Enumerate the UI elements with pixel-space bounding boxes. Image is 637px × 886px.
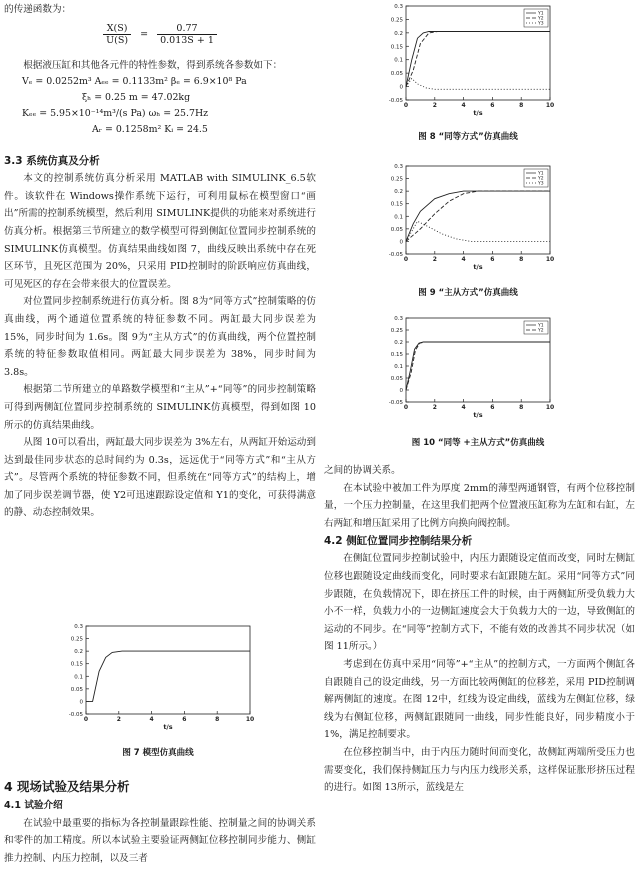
figure-9-caption: 图 9 “主从方式”仿真曲线 <box>418 288 518 298</box>
x-tick-label: 0 <box>83 716 89 723</box>
right-column <box>324 462 635 797</box>
y-tick-label: 0.1 <box>74 674 83 681</box>
section-4-1-title: 4.1 试验介绍 <box>4 800 63 811</box>
tf-rhs-num: 0.77 <box>157 23 217 35</box>
x-tick-label: 8 <box>519 404 524 411</box>
x-axis-label: t/s <box>473 263 483 271</box>
x-tick-label: 10 <box>545 102 555 109</box>
series-line <box>406 342 550 390</box>
section-3-3-title: 3.3 系统仿真及分析 <box>4 155 100 168</box>
paragraph: 之间的协调关系。 <box>324 465 401 476</box>
x-tick-label: 2 <box>116 716 121 723</box>
x-tick-label: 0 <box>403 256 409 263</box>
x-tick-label: 8 <box>519 256 524 263</box>
series-line <box>86 651 250 701</box>
tf-rhs <box>157 23 217 46</box>
y-tick-label: 0.3 <box>74 624 83 630</box>
y-tick-label: -0.05 <box>68 712 83 718</box>
y-tick-label: 0.1 <box>394 364 403 370</box>
tf-rhs-den: 0.013S + 1 <box>160 34 214 46</box>
x-axis-label: t/s <box>473 411 483 419</box>
y-tick-label: 0.3 <box>394 4 403 10</box>
series-line <box>406 32 550 87</box>
figure-7 <box>58 620 258 758</box>
x-axis-label: t/s <box>163 723 173 731</box>
x-tick-label: 6 <box>182 716 187 723</box>
x-tick-label: 4 <box>149 716 154 723</box>
param-line: ξₕ = 0.25 m = 47.02kg <box>82 92 191 104</box>
paragraph: 对位置同步控制系统进行仿真分析。图 8为“同等方式”控制策略的仿真曲线，两个通道位置系统的特征参数不同。两缸最大同步误差为 15%，同步时间为 1.6s。图 9为“主从方式”的仿真曲线，两个位置控制系统的特征参数取值相同。两缸最大同步误差为 38%，同步时间为 3.8s。 <box>4 296 316 378</box>
y-tick-label: 0.3 <box>394 164 403 170</box>
paragraph: 在本试验中被加工件为厚度 2mm的薄型两通钢管，有两个位移控制量，一个压力控制量，在这里我们把两个位置液压缸称为左缸和右缸，左右两缸和增压缸采用了比例方向换向阀控制。 <box>324 482 635 529</box>
legend-label: Y1 <box>538 171 544 177</box>
y-tick-label: 0.2 <box>394 340 403 346</box>
series-line <box>406 191 550 241</box>
legend-label: Y2 <box>538 176 544 182</box>
legend-label: Y2 <box>538 328 544 334</box>
figure-9-chart <box>378 160 558 272</box>
left-column-bottom <box>4 777 316 867</box>
x-tick-label: 6 <box>490 102 495 109</box>
x-tick-label: 4 <box>461 256 466 263</box>
y-tick-label: 0.3 <box>394 316 403 322</box>
y-tick-label: 0 <box>399 239 403 246</box>
x-tick-label: 10 <box>545 404 555 411</box>
x-tick-label: 4 <box>461 404 466 411</box>
figure-10-caption: 图 10 “同等 +主从方式”仿真曲线 <box>411 438 545 448</box>
y-tick-label: 0.05 <box>390 71 403 78</box>
param-line: Aᵣ = 0.1258m² Kᵢ = 24.5 <box>92 124 208 136</box>
figure-7-caption: 图 7 模型仿真曲线 <box>122 748 194 758</box>
x-tick-label: 0 <box>403 102 409 109</box>
figure-7-chart <box>58 620 258 732</box>
x-tick-label: 6 <box>490 256 495 263</box>
x-tick-label: 6 <box>490 404 495 411</box>
figure-8-caption: 图 8 “同等方式”仿真曲线 <box>418 132 518 142</box>
y-tick-label: 0.1 <box>394 57 403 64</box>
tf-lhs-num: X(S) <box>103 23 131 35</box>
y-tick-label: 0 <box>399 388 403 394</box>
y-tick-label: -0.05 <box>388 252 403 258</box>
y-tick-label: 0.2 <box>394 30 403 37</box>
y-tick-label: 0.1 <box>394 214 403 221</box>
x-tick-label: 10 <box>245 716 255 723</box>
legend-box <box>524 321 548 334</box>
y-tick-label: 0.2 <box>74 649 83 656</box>
param-list <box>4 74 316 138</box>
paragraph: 根据第二节所建立的单路数学模型和“主从”+“同等”的同步控制策略可得到两侧缸位置同步控制系统的 SIMULINK仿真模型，得到如图 10所示的仿真结果曲线。 <box>4 384 316 431</box>
params-intro: 根据液压缸和其他各元件的特性参数，得到系统各参数如下： <box>23 59 283 71</box>
x-tick-label: 2 <box>432 404 437 411</box>
paragraph: 本文的控制系统仿真分析采用 MATLAB with SIMULINK_6.5软件。该软件在 Windows操作系统下运行，可利用鼠标在模型窗口“画出”所需的控制系统模型，然后利用 SIMULINK提供的功能来对系统进行仿真分析。根据第三节所建立的数学模型可得到侧缸位置同步控制系统的 SIMULINK仿真模型。仿真结果曲线如图 7，曲线反映出系统中存在死区环节，且死区范围为 20%，只采用 PID控制时的阶跃响应仿真曲线，可见死区的存在会带来很大的位置误差。 <box>4 173 316 290</box>
series-line <box>406 342 550 390</box>
y-tick-label: 0.25 <box>70 636 83 643</box>
x-axis-label: t/s <box>473 109 483 117</box>
param-line: Vₑ = 0.0252m³ Aₑₑ = 0.1133m² βₑ = 6.9×10⁸ Pa <box>22 76 247 88</box>
legend-label: Y1 <box>538 323 544 329</box>
figure-8 <box>378 0 558 140</box>
legend-label: Y1 <box>538 11 544 17</box>
plot-frame <box>86 626 250 714</box>
y-tick-label: 0 <box>399 84 403 91</box>
legend-label: Y3 <box>538 181 544 187</box>
paragraph: 在试验中最重要的指标为各控制量跟踪性能、控制量之间的协调关系和零件的加工精度。所以本试验主要验证两侧缸位移控制同步能力、侧缸推力控制、内压力控制，以及三者 <box>4 817 316 864</box>
y-tick-label: 0.25 <box>390 176 403 183</box>
x-tick-label: 2 <box>432 256 437 263</box>
paragraph: 考虑到在仿真中采用“同等”+“主从”的控制方式，一方面两个侧缸各自跟随自己的设定曲线，另一方面比较两侧缸的位移差，采用 PID控制调解两侧缸的速度。在图 12中，红线为设定曲线，蓝线为左侧缸位移，绿线为右侧缸位移，两侧缸跟随同一曲线，同步性能良好，同步精度小于 1%，满足控制要求。 <box>324 658 635 741</box>
y-tick-label: 0.15 <box>390 352 403 358</box>
y-tick-label: -0.05 <box>388 98 403 104</box>
tf-lhs-den: U(S) <box>106 34 129 46</box>
y-tick-label: 0.15 <box>390 44 403 51</box>
intro-line: 的传递函数为： <box>4 4 72 15</box>
y-tick-label: 0.05 <box>70 686 83 693</box>
section-4-2-title: 4.2 侧缸位置同步控制结果分析 <box>324 535 473 548</box>
figure-10-chart <box>378 312 558 420</box>
tf-lhs <box>103 23 131 46</box>
y-tick-label: -0.05 <box>388 400 403 406</box>
paragraph: 从图 10可以看出，两缸最大同步误差为 3%左右，从两缸开始运动到达到最佳同步状态的总时间约为 0.3s，远远优于“同等方式”和“主从方式”。尽管两个系统的特征参数不同，但系统在“同等方式”的结构上，增加了同步误差调节器，使 Y2可迅速跟踪设定值和 Y1的变化，可获得满意的静、动态控制效果。 <box>4 437 316 519</box>
left-column <box>4 0 316 522</box>
y-tick-label: 0.2 <box>394 189 403 196</box>
series-line <box>406 221 550 241</box>
series-line <box>406 32 550 87</box>
series-line <box>406 191 550 241</box>
series-line <box>406 79 550 90</box>
x-tick-label: 10 <box>545 256 555 263</box>
figure-9 <box>378 160 558 300</box>
legend-label: Y3 <box>538 21 544 27</box>
y-tick-label: 0.15 <box>390 201 403 208</box>
x-tick-label: 0 <box>403 404 409 411</box>
x-tick-label: 8 <box>215 716 220 723</box>
section-4-title: 4 现场试验及结果分析 <box>4 779 130 794</box>
y-tick-label: 0.25 <box>390 328 403 334</box>
y-tick-label: 0.05 <box>390 226 403 233</box>
paragraph: 在位移控制当中，由于内压力随时间而变化，故侧缸两端所受压力也需要变化，我们保持侧缸压力与内压力线形关系，这样保证胀形挤压过程的进行。如图 13所示，蓝线是左 <box>324 746 635 794</box>
x-tick-label: 8 <box>519 102 524 109</box>
figure-10 <box>378 312 578 452</box>
legend-label: Y2 <box>538 16 544 22</box>
y-tick-label: 0.05 <box>390 376 403 382</box>
y-tick-label: 0.25 <box>390 17 403 24</box>
transfer-function: $\frac{X(S)}{U(S)}$ = $\frac{0.77}{0.013S + 1}$ <box>4 19 316 57</box>
y-tick-label: 0 <box>79 699 83 706</box>
param-line: Kₑₑ = 5.95×10⁻¹⁴m³/(s Pa) ωₕ = 25.7Hz <box>22 108 209 120</box>
figure-8-chart <box>378 0 558 118</box>
x-tick-label: 4 <box>461 102 466 109</box>
x-tick-label: 2 <box>432 102 437 109</box>
paragraph: 在侧缸位置同步控制试验中，内压力跟随设定值而改变，同时左侧缸位移也跟随设定曲线而变化，同时要求右缸跟随左缸。采用“同等方式”同步跟随，在负载情况下，即在挤压工件的时候，由于两侧缸所受负载力大小不一样，负载力小的一边侧缸速度会大于负载力大的一边，导致侧缸的运动的不同步。在“同等”控制方式下，不能有效的改善其不同步状况（如图 11所示。） <box>324 553 635 653</box>
y-tick-label: 0.15 <box>70 661 83 668</box>
